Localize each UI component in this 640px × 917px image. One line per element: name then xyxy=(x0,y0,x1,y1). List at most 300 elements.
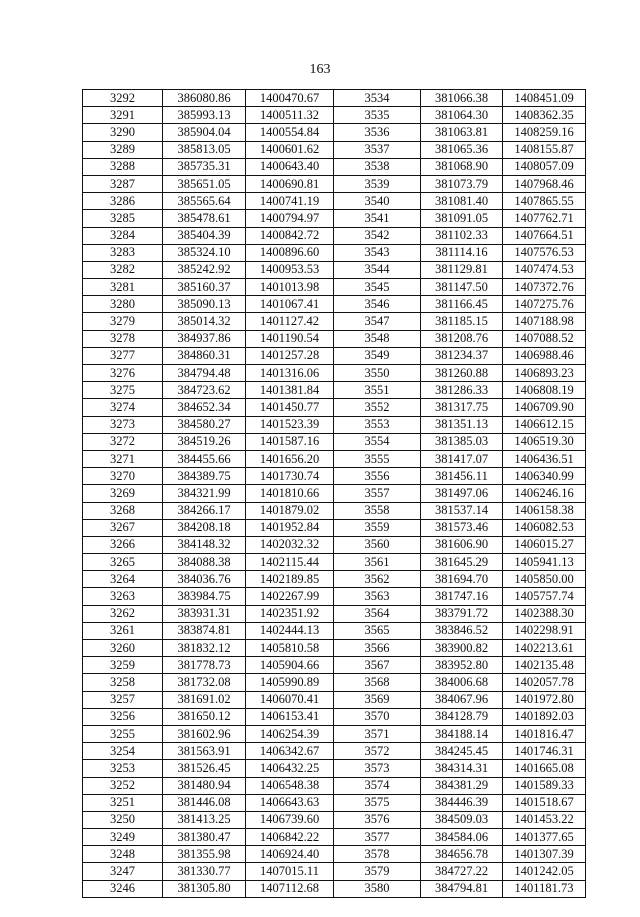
table-cell: 3252 xyxy=(83,777,163,794)
table-cell: 384006.68 xyxy=(421,674,503,691)
table-cell: 1402388.30 xyxy=(503,605,586,622)
table-row xyxy=(83,347,586,364)
table-cell: 1401127.42 xyxy=(246,313,334,330)
table-cell: 3281 xyxy=(83,279,163,296)
table-row xyxy=(83,468,586,485)
table-cell: 385404.39 xyxy=(163,227,246,244)
table-cell: 385993.13 xyxy=(163,107,246,124)
table-cell: 1406158.38 xyxy=(503,502,586,519)
table-cell: 1406015.27 xyxy=(503,536,586,553)
table-row xyxy=(83,536,586,553)
table-cell: 3542 xyxy=(334,227,421,244)
table-cell: 1400842.72 xyxy=(246,227,334,244)
table-cell: 3558 xyxy=(334,502,421,519)
table-cell: 381832.12 xyxy=(163,640,246,657)
table-cell: 381526.45 xyxy=(163,760,246,777)
table-cell: 1408451.09 xyxy=(503,90,586,107)
table-cell: 381208.76 xyxy=(421,330,503,347)
table-cell: 385813.05 xyxy=(163,141,246,158)
table-cell: 385090.13 xyxy=(163,296,246,313)
table-cell: 381286.33 xyxy=(421,382,503,399)
table-row xyxy=(83,674,586,691)
table-cell: 384381.29 xyxy=(421,777,503,794)
table-cell: 381446.08 xyxy=(163,794,246,811)
table-row xyxy=(83,141,586,158)
table-cell: 3567 xyxy=(334,657,421,674)
table-cell: 384314.31 xyxy=(421,760,503,777)
table-cell: 381330.77 xyxy=(163,863,246,880)
table-cell: 3292 xyxy=(83,90,163,107)
table-cell: 381650.12 xyxy=(163,708,246,725)
table-cell: 381563.91 xyxy=(163,743,246,760)
table-cell: 1400741.19 xyxy=(246,193,334,210)
table-cell: 3246 xyxy=(83,880,163,897)
table-row xyxy=(83,330,586,347)
table-cell: 1402189.85 xyxy=(246,571,334,588)
table-cell: 1402351.92 xyxy=(246,605,334,622)
table-cell: 1406612.15 xyxy=(503,416,586,433)
table-cell: 381691.02 xyxy=(163,691,246,708)
table-cell: 1401952.84 xyxy=(246,519,334,536)
table-row xyxy=(83,313,586,330)
table-cell: 3272 xyxy=(83,433,163,450)
table-row xyxy=(83,657,586,674)
table-cell: 3262 xyxy=(83,605,163,622)
table-cell: 3249 xyxy=(83,829,163,846)
table-cell: 381778.73 xyxy=(163,657,246,674)
table-cell: 381355.98 xyxy=(163,846,246,863)
table-cell: 3277 xyxy=(83,347,163,364)
table-cell: 3580 xyxy=(334,880,421,897)
table-cell: 381732.08 xyxy=(163,674,246,691)
table-cell: 3288 xyxy=(83,158,163,175)
table-cell: 3536 xyxy=(334,124,421,141)
table-row xyxy=(83,588,586,605)
table-cell: 3575 xyxy=(334,794,421,811)
table-cell: 3275 xyxy=(83,382,163,399)
table-cell: 1405990.89 xyxy=(246,674,334,691)
table-cell: 381234.37 xyxy=(421,347,503,364)
table-cell: 3279 xyxy=(83,313,163,330)
table-cell: 385242.92 xyxy=(163,261,246,278)
table-cell: 385904.04 xyxy=(163,124,246,141)
table-cell: 3579 xyxy=(334,863,421,880)
table-row xyxy=(83,760,586,777)
table-cell: 3573 xyxy=(334,760,421,777)
table-cell: 3282 xyxy=(83,261,163,278)
table-cell: 384584.06 xyxy=(421,829,503,846)
table-cell: 3287 xyxy=(83,175,163,192)
table-row xyxy=(83,708,586,725)
table-cell: 1406519.30 xyxy=(503,433,586,450)
table-row xyxy=(83,846,586,863)
table-cell: 1401257.28 xyxy=(246,347,334,364)
table-cell: 381573.46 xyxy=(421,519,503,536)
table-cell: 3261 xyxy=(83,622,163,639)
table-cell: 384509.03 xyxy=(421,811,503,828)
table-cell: 384794.81 xyxy=(421,880,503,897)
table-cell: 381305.80 xyxy=(163,880,246,897)
table-cell: 3566 xyxy=(334,640,421,657)
table-cell: 1405941.13 xyxy=(503,554,586,571)
table-cell: 3285 xyxy=(83,210,163,227)
table-cell: 381102.33 xyxy=(421,227,503,244)
table-row xyxy=(83,640,586,657)
table-cell: 1406709.90 xyxy=(503,399,586,416)
table-cell: 1407372.76 xyxy=(503,279,586,296)
table-cell: 3291 xyxy=(83,107,163,124)
table-cell: 1402213.61 xyxy=(503,640,586,657)
table-cell: 381537.14 xyxy=(421,502,503,519)
table-cell: 381065.36 xyxy=(421,141,503,158)
table-cell: 1400794.97 xyxy=(246,210,334,227)
table-cell: 1401810.66 xyxy=(246,485,334,502)
table-row xyxy=(83,416,586,433)
table-cell: 1407015.11 xyxy=(246,863,334,880)
table-cell: 3538 xyxy=(334,158,421,175)
table-cell: 1400953.53 xyxy=(246,261,334,278)
table-cell: 1405810.58 xyxy=(246,640,334,657)
table-cell: 1401518.67 xyxy=(503,794,586,811)
table-cell: 381063.81 xyxy=(421,124,503,141)
table-cell: 3557 xyxy=(334,485,421,502)
table-cell: 385651.05 xyxy=(163,175,246,192)
table-cell: 1407275.76 xyxy=(503,296,586,313)
table-cell: 1401316.06 xyxy=(246,365,334,382)
table-cell: 384128.79 xyxy=(421,708,503,725)
table-cell: 1401377.65 xyxy=(503,829,586,846)
table-row xyxy=(83,743,586,760)
table-row xyxy=(83,725,586,742)
table-cell: 1406893.23 xyxy=(503,365,586,382)
table-row xyxy=(83,107,586,124)
table-row xyxy=(83,622,586,639)
table-cell: 381147.50 xyxy=(421,279,503,296)
table-cell: 1408057.09 xyxy=(503,158,586,175)
table-cell: 381480.94 xyxy=(163,777,246,794)
table-cell: 3255 xyxy=(83,725,163,742)
table-cell: 3258 xyxy=(83,674,163,691)
table-cell: 1406924.40 xyxy=(246,846,334,863)
table-cell: 1401013.98 xyxy=(246,279,334,296)
table-cell: 3554 xyxy=(334,433,421,450)
table-cell: 3286 xyxy=(83,193,163,210)
table-cell: 3269 xyxy=(83,485,163,502)
table-cell: 3253 xyxy=(83,760,163,777)
table-row xyxy=(83,880,586,897)
table-cell: 3570 xyxy=(334,708,421,725)
table-cell: 3578 xyxy=(334,846,421,863)
table-cell: 1406082.53 xyxy=(503,519,586,536)
table-cell: 3574 xyxy=(334,777,421,794)
table-row xyxy=(83,261,586,278)
table-cell: 381747.16 xyxy=(421,588,503,605)
table-cell: 3254 xyxy=(83,743,163,760)
table-cell: 381380.47 xyxy=(163,829,246,846)
table-cell: 3560 xyxy=(334,536,421,553)
table-cell: 3257 xyxy=(83,691,163,708)
table-cell: 1406070.41 xyxy=(246,691,334,708)
table-cell: 3264 xyxy=(83,571,163,588)
table-cell: 384860.31 xyxy=(163,347,246,364)
table-cell: 3280 xyxy=(83,296,163,313)
table-row xyxy=(83,399,586,416)
table-cell: 1408259.16 xyxy=(503,124,586,141)
table-cell: 3276 xyxy=(83,365,163,382)
table-row xyxy=(83,90,586,107)
table-cell: 3543 xyxy=(334,244,421,261)
table-cell: 1401879.02 xyxy=(246,502,334,519)
table-cell: 3572 xyxy=(334,743,421,760)
table-cell: 1406436.51 xyxy=(503,450,586,467)
table-cell: 3544 xyxy=(334,261,421,278)
table-cell: 384188.14 xyxy=(421,725,503,742)
table-cell: 1406153.41 xyxy=(246,708,334,725)
table-cell: 1401656.20 xyxy=(246,450,334,467)
table-cell: 1400554.84 xyxy=(246,124,334,141)
table-cell: 384389.75 xyxy=(163,468,246,485)
table-cell: 3541 xyxy=(334,210,421,227)
table-row xyxy=(83,433,586,450)
table-cell: 1407188.98 xyxy=(503,313,586,330)
table-cell: 385565.64 xyxy=(163,193,246,210)
table-cell: 3555 xyxy=(334,450,421,467)
table-cell: 3550 xyxy=(334,365,421,382)
table-cell: 1407088.52 xyxy=(503,330,586,347)
table-cell: 3270 xyxy=(83,468,163,485)
table-cell: 1408155.87 xyxy=(503,141,586,158)
table-cell: 1402135.48 xyxy=(503,657,586,674)
table-cell: 384067.96 xyxy=(421,691,503,708)
table-cell: 1402115.44 xyxy=(246,554,334,571)
table-cell: 383931.31 xyxy=(163,605,246,622)
table-cell: 1406643.63 xyxy=(246,794,334,811)
table-cell: 3576 xyxy=(334,811,421,828)
table-cell: 384794.48 xyxy=(163,365,246,382)
table-row xyxy=(83,777,586,794)
table-cell: 381602.96 xyxy=(163,725,246,742)
table-cell: 381260.88 xyxy=(421,365,503,382)
table-cell: 385478.61 xyxy=(163,210,246,227)
table-row xyxy=(83,554,586,571)
table-cell: 381068.90 xyxy=(421,158,503,175)
table-cell: 385324.10 xyxy=(163,244,246,261)
table-cell: 3569 xyxy=(334,691,421,708)
page-number: 163 xyxy=(309,62,331,77)
table-cell: 384727.22 xyxy=(421,863,503,880)
table-cell: 3278 xyxy=(83,330,163,347)
table-cell: 384446.39 xyxy=(421,794,503,811)
table-cell: 1401450.77 xyxy=(246,399,334,416)
table-cell: 3559 xyxy=(334,519,421,536)
table-cell: 1407865.55 xyxy=(503,193,586,210)
table-row xyxy=(83,279,586,296)
table-cell: 3563 xyxy=(334,588,421,605)
table-cell: 3556 xyxy=(334,468,421,485)
table-cell: 1401523.39 xyxy=(246,416,334,433)
table-cell: 1401972.80 xyxy=(503,691,586,708)
table-cell: 381497.06 xyxy=(421,485,503,502)
table-cell: 3284 xyxy=(83,227,163,244)
table-row xyxy=(83,193,586,210)
table-row xyxy=(83,175,586,192)
table-cell: 381073.79 xyxy=(421,175,503,192)
table-cell: 3548 xyxy=(334,330,421,347)
table-cell: 384148.32 xyxy=(163,536,246,553)
table-cell: 3247 xyxy=(83,863,163,880)
table-cell: 1401816.47 xyxy=(503,725,586,742)
table-cell: 381694.70 xyxy=(421,571,503,588)
table-cell: 1407576.53 xyxy=(503,244,586,261)
table-cell: 383791.72 xyxy=(421,605,503,622)
table-cell: 3562 xyxy=(334,571,421,588)
table-cell: 3274 xyxy=(83,399,163,416)
table-cell: 3271 xyxy=(83,450,163,467)
table-cell: 3290 xyxy=(83,124,163,141)
table-cell: 1401730.74 xyxy=(246,468,334,485)
table-cell: 381351.13 xyxy=(421,416,503,433)
table-cell: 384656.78 xyxy=(421,846,503,863)
table-cell: 381114.16 xyxy=(421,244,503,261)
table-cell: 384208.18 xyxy=(163,519,246,536)
table-row xyxy=(83,485,586,502)
table-cell: 384036.76 xyxy=(163,571,246,588)
table-cell: 381166.45 xyxy=(421,296,503,313)
table-row xyxy=(83,296,586,313)
table-cell: 3539 xyxy=(334,175,421,192)
table-cell: 381645.29 xyxy=(421,554,503,571)
table-cell: 1401307.39 xyxy=(503,846,586,863)
table-cell: 385160.37 xyxy=(163,279,246,296)
table-cell: 381385.03 xyxy=(421,433,503,450)
table-cell: 1406342.67 xyxy=(246,743,334,760)
table-cell: 1401067.41 xyxy=(246,296,334,313)
table-cell: 384266.17 xyxy=(163,502,246,519)
table-cell: 3540 xyxy=(334,193,421,210)
table-cell: 1407664.51 xyxy=(503,227,586,244)
table-cell: 386080.86 xyxy=(163,90,246,107)
table-cell: 1402267.99 xyxy=(246,588,334,605)
table-cell: 383874.81 xyxy=(163,622,246,639)
table-cell: 1402298.91 xyxy=(503,622,586,639)
table-cell: 1401892.03 xyxy=(503,708,586,725)
table-cell: 385014.32 xyxy=(163,313,246,330)
table-cell: 1405904.66 xyxy=(246,657,334,674)
table-cell: 1402057.78 xyxy=(503,674,586,691)
table-cell: 384723.62 xyxy=(163,382,246,399)
table-cell: 1401190.54 xyxy=(246,330,334,347)
table-row xyxy=(83,227,586,244)
table-cell: 384321.99 xyxy=(163,485,246,502)
table-cell: 3250 xyxy=(83,811,163,828)
table-cell: 1401665.08 xyxy=(503,760,586,777)
table-row xyxy=(83,863,586,880)
table-cell: 1407968.46 xyxy=(503,175,586,192)
table-row xyxy=(83,450,586,467)
table-cell: 1406432.25 xyxy=(246,760,334,777)
table-cell: 384455.66 xyxy=(163,450,246,467)
table-cell: 381185.15 xyxy=(421,313,503,330)
table-row xyxy=(83,365,586,382)
table-cell: 3260 xyxy=(83,640,163,657)
table-row xyxy=(83,829,586,846)
table-cell: 1400470.67 xyxy=(246,90,334,107)
table-cell: 381129.81 xyxy=(421,261,503,278)
table-cell: 3251 xyxy=(83,794,163,811)
table-cell: 384088.38 xyxy=(163,554,246,571)
table-cell: 3537 xyxy=(334,141,421,158)
table-cell: 3546 xyxy=(334,296,421,313)
coordinates-table-body xyxy=(83,90,586,898)
table-cell: 1401587.16 xyxy=(246,433,334,450)
table-cell: 381066.38 xyxy=(421,90,503,107)
table-cell: 384652.34 xyxy=(163,399,246,416)
table-cell: 1402032.32 xyxy=(246,536,334,553)
table-cell: 1406254.39 xyxy=(246,725,334,742)
table-row xyxy=(83,244,586,261)
table-cell: 1407112.68 xyxy=(246,880,334,897)
table-cell: 3266 xyxy=(83,536,163,553)
table-cell: 3265 xyxy=(83,554,163,571)
table-cell: 384245.45 xyxy=(421,743,503,760)
table-cell: 3535 xyxy=(334,107,421,124)
table-cell: 384937.86 xyxy=(163,330,246,347)
table-cell: 3273 xyxy=(83,416,163,433)
table-cell: 381081.40 xyxy=(421,193,503,210)
table-cell: 383846.52 xyxy=(421,622,503,639)
table-cell: 1401589.33 xyxy=(503,777,586,794)
table-cell: 1406988.46 xyxy=(503,347,586,364)
table-row xyxy=(83,571,586,588)
table-cell: 381064.30 xyxy=(421,107,503,124)
table-row xyxy=(83,158,586,175)
table-row xyxy=(83,124,586,141)
table-row xyxy=(83,691,586,708)
table-cell: 1407474.53 xyxy=(503,261,586,278)
table-cell: 3568 xyxy=(334,674,421,691)
table-cell: 1402444.13 xyxy=(246,622,334,639)
table-cell: 3551 xyxy=(334,382,421,399)
table-cell: 1408362.35 xyxy=(503,107,586,124)
table-cell: 1406842.22 xyxy=(246,829,334,846)
table-cell: 381606.90 xyxy=(421,536,503,553)
table-cell: 381091.05 xyxy=(421,210,503,227)
table-row xyxy=(83,382,586,399)
table-cell: 1401453.22 xyxy=(503,811,586,828)
table-cell: 3571 xyxy=(334,725,421,742)
table-cell: 383984.75 xyxy=(163,588,246,605)
table-cell: 1405757.74 xyxy=(503,588,586,605)
table-cell: 3259 xyxy=(83,657,163,674)
table-cell: 3561 xyxy=(334,554,421,571)
table-cell: 1400690.81 xyxy=(246,175,334,192)
table-cell: 3534 xyxy=(334,90,421,107)
table-cell: 383900.82 xyxy=(421,640,503,657)
table-cell: 1407762.71 xyxy=(503,210,586,227)
table-row xyxy=(83,502,586,519)
table-cell: 3549 xyxy=(334,347,421,364)
table-cell: 384519.26 xyxy=(163,433,246,450)
table-cell: 383952.80 xyxy=(421,657,503,674)
table-cell: 1401746.31 xyxy=(503,743,586,760)
table-cell: 3547 xyxy=(334,313,421,330)
table-cell: 1406739.60 xyxy=(246,811,334,828)
table-cell: 3263 xyxy=(83,588,163,605)
table-cell: 1400601.62 xyxy=(246,141,334,158)
table-cell: 3256 xyxy=(83,708,163,725)
table-cell: 1400896.60 xyxy=(246,244,334,261)
table-cell: 381417.07 xyxy=(421,450,503,467)
